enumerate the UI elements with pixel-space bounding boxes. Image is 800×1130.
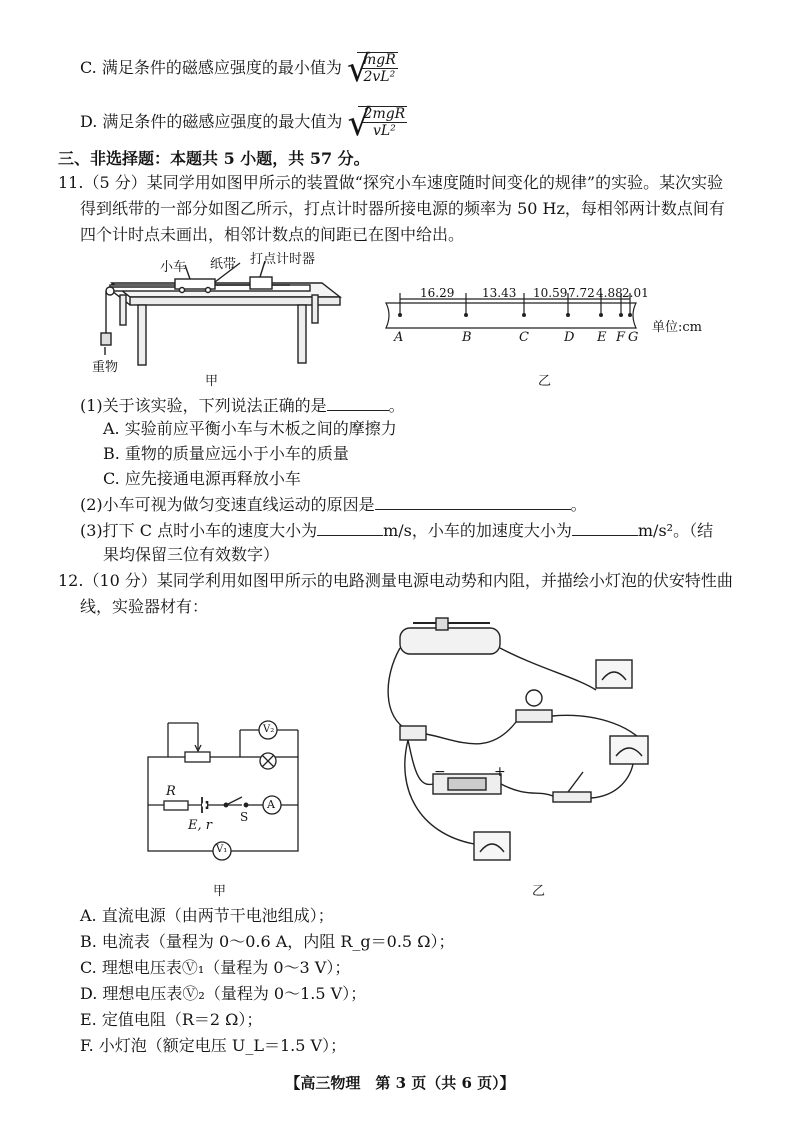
tape-dot — [398, 313, 402, 317]
option-c-text: C. 满足条件的磁感应强度的最小值为 — [80, 58, 342, 77]
slide-rheostat — [400, 628, 500, 654]
q11-part3 — [80, 519, 713, 542]
option-d-den: vL² — [372, 123, 396, 139]
tape-dot — [619, 313, 623, 317]
resistor-r — [164, 801, 188, 810]
resistor-label: R — [166, 784, 176, 799]
v2-label: V₂ — [263, 724, 275, 735]
answer-blank[interactable] — [327, 394, 389, 411]
q11-part1-text: (1)关于该实验，下列说法正确的是 — [80, 396, 327, 415]
timer — [250, 277, 272, 289]
car-label: 小车 — [160, 260, 187, 275]
option-c-den: 2vL² — [363, 69, 396, 85]
q11-part3-b: m/s，小车的加速度大小为 — [383, 521, 572, 540]
unit-label: 单位:cm — [652, 320, 702, 335]
answer-blank[interactable] — [572, 519, 638, 536]
option-c — [80, 49, 398, 90]
fig-jia-caption-12: 甲 — [213, 884, 227, 899]
distance-de: 7.72 — [568, 286, 595, 300]
table-leg — [138, 305, 146, 365]
sqrt-d: √ $\frac{\text{2mgR}}{\text{vL²}}$ — [347, 103, 406, 144]
bulb — [526, 690, 542, 706]
option-d-num: 2mgR — [363, 106, 406, 122]
answer-blank[interactable] — [375, 493, 571, 510]
cable-clip — [400, 726, 426, 740]
tape-dot — [464, 313, 468, 317]
weight-label: 重物 — [92, 360, 119, 375]
q11-part3-c: m/s²。（结 — [637, 521, 714, 540]
q11-option-a: A. 实验前应平衡小车与木板之间的摩擦力 — [103, 419, 397, 438]
tape-dot — [522, 313, 526, 317]
hanging-weight — [101, 333, 111, 345]
point-f: F — [616, 330, 626, 345]
q11-option-b: B. 重物的质量应远小于小车的质量 — [103, 444, 349, 463]
minus-label: − — [434, 764, 446, 780]
timer-label: 打点计时器 — [250, 252, 316, 267]
lamp-holder — [516, 710, 552, 722]
equipment-b: B. 电流表（量程为 0～0.6 A，内阻 R_g＝0.5 Ω）； — [80, 932, 455, 951]
q11-apparatus-figure — [90, 255, 350, 375]
q11-line3: 四个计时点未画出，相邻计数点的间距已在图中给出。 — [80, 225, 465, 244]
voltmeter-top — [596, 660, 632, 688]
q11-part3-d: 果均保留三位有效数字） — [103, 545, 280, 564]
v1-label: V₁ — [216, 844, 228, 855]
distance-bc: 13.43 — [482, 286, 517, 300]
knife-switch — [553, 792, 591, 802]
equipment-a: A. 直流电源（由两节干电池组成）； — [80, 906, 334, 925]
q11-option-c: C. 应先接通电源再释放小车 — [103, 469, 301, 488]
distance-cd: 10.59 — [533, 286, 568, 300]
tape-dot — [566, 313, 570, 317]
q11-part1-end: 。 — [388, 396, 405, 415]
tape-outline — [386, 303, 636, 328]
q12-line2: 线，实验器材有： — [80, 597, 209, 616]
rheostat — [185, 752, 210, 762]
point-e: E — [597, 330, 607, 345]
fig-yi-caption-11: 乙 — [538, 374, 552, 389]
point-g: G — [628, 330, 639, 345]
sqrt-c: √ $\frac{\text{mgR}}{\text{2vL²}}$ — [346, 49, 396, 90]
tape-dot — [628, 313, 632, 317]
q11-part3-a: (3)打下 C 点时小车的速度大小为 — [80, 521, 318, 540]
q11-part2-end: 。 — [570, 495, 587, 514]
table-leg — [298, 305, 306, 363]
option-d-text: D. 满足条件的磁感应强度的最大值为 — [80, 112, 343, 131]
page-footer: 【高三物理 第 3 页（共 6 页）】 — [285, 1074, 515, 1092]
switch-label: S — [240, 810, 249, 824]
answer-blank[interactable] — [317, 519, 383, 536]
point-c: C — [519, 330, 529, 345]
q11-part1 — [80, 394, 405, 417]
option-c-num: mgR — [362, 52, 396, 68]
tape-label: 纸带 — [210, 257, 237, 272]
ammeter-photo — [610, 736, 648, 764]
switch-s — [226, 797, 242, 805]
voltmeter-bottom — [474, 832, 510, 860]
plus-label: + — [494, 764, 506, 780]
pulley — [106, 287, 114, 295]
q11-line1: 11.（5 分）某同学用如图甲所示的装置做“探究小车速度随时间变化的规律”的实验。某次实验 — [58, 173, 724, 192]
point-a: A — [394, 330, 404, 345]
q12-apparatus-figure — [378, 618, 678, 878]
option-d — [80, 103, 407, 144]
q11-part2-text: (2)小车可视为做匀变速直线运动的原因是 — [80, 495, 375, 514]
q11-line2: 得到纸带的一部分如图乙所示，打点计时器所接电源的频率为 50 Hz，每相邻两计数点间有 — [80, 199, 725, 218]
fig-yi-caption-12: 乙 — [532, 884, 546, 899]
distance-ab: 16.29 — [420, 286, 455, 300]
distance-fg: 2.01 — [622, 286, 649, 300]
equipment-d: D. 理想电压表Ⓥ₂（量程为 0～1.5 V）； — [80, 984, 367, 1003]
equipment-c: C. 理想电压表Ⓥ₁（量程为 0～3 V）； — [80, 958, 351, 977]
fig-jia-caption-11: 甲 — [205, 374, 219, 389]
equipment-e: E. 定值电阻（R＝2 Ω）； — [80, 1010, 263, 1029]
tape-dot — [599, 313, 603, 317]
ammeter-label: A — [267, 798, 275, 811]
section-heading: 三、非选择题：本题共 5 小题，共 57 分。 — [58, 149, 370, 168]
point-d: D — [564, 330, 575, 345]
source-label: E, r — [188, 818, 212, 833]
distance-ef: 4.88 — [596, 286, 623, 300]
q11-part2 — [80, 493, 587, 516]
equipment-f: F. 小灯泡（额定电压 U_L＝1.5 V）； — [80, 1036, 347, 1055]
q12-line1: 12.（10 分）某同学利用如图甲所示的电路测量电源电动势和内阻，并描绘小灯泡的伏安特性曲 — [58, 571, 733, 590]
point-b: B — [462, 330, 472, 345]
